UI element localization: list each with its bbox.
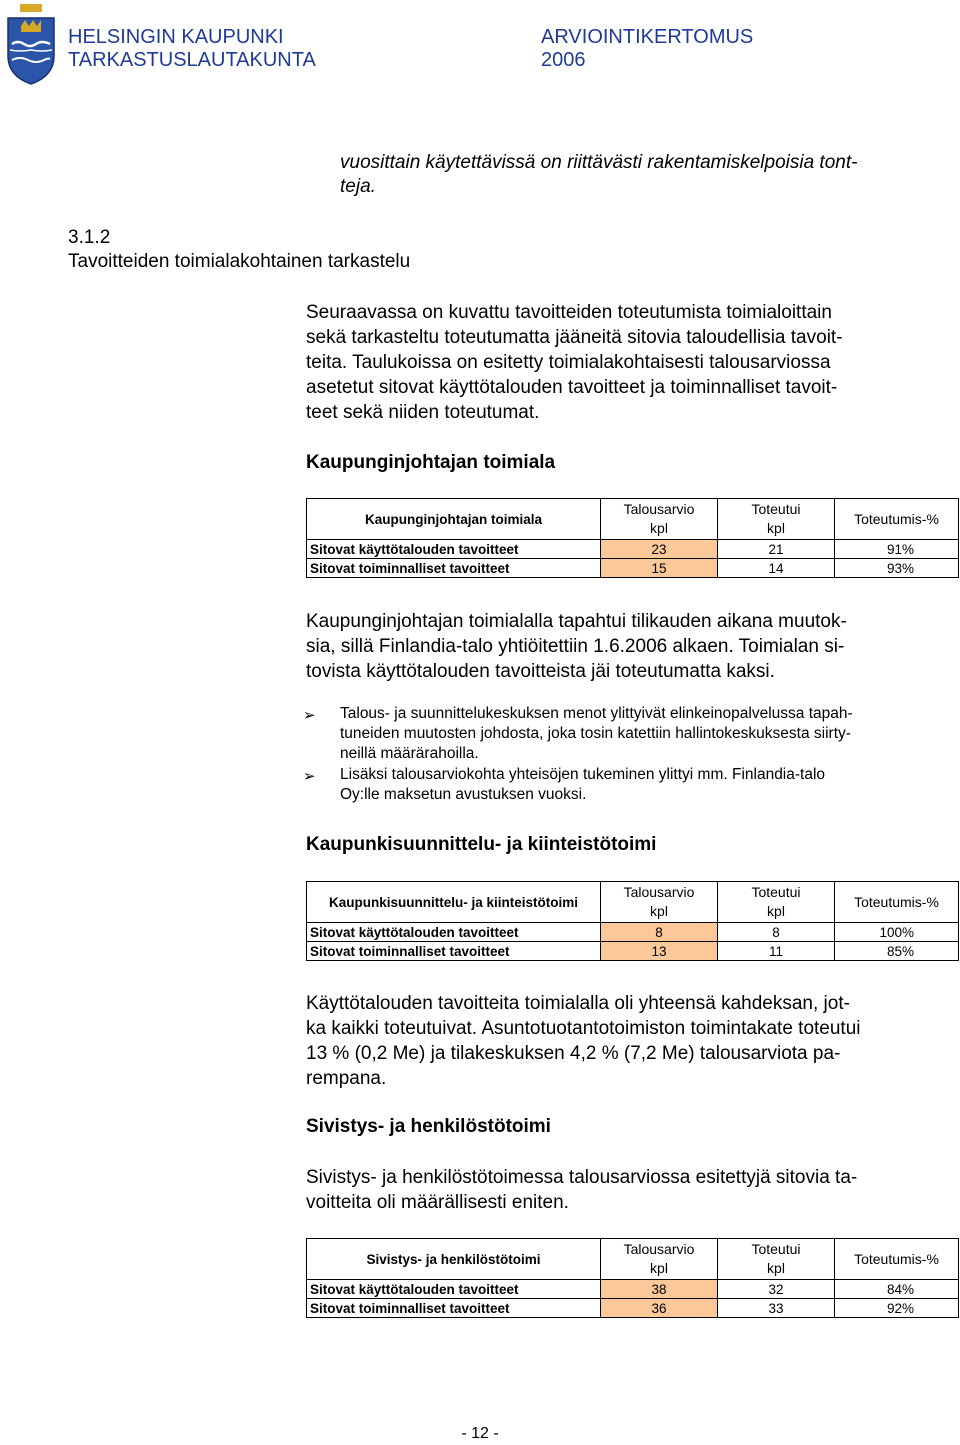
bullet-line: Oy:lle maksetun avustuksen vuoksi. [340, 786, 587, 803]
pct-value: 84% [835, 1280, 959, 1299]
table-row [307, 1280, 959, 1299]
header-doc-year: 2006 [541, 49, 586, 71]
paragraph-line: sia, sillä Finlandia-talo yhtiöitettiin 1.6.2006 alkaen. Toimialan si- [306, 636, 845, 657]
table-row [307, 559, 959, 578]
table-row [307, 942, 959, 961]
col-header-pct: Toteutumis-% [835, 882, 959, 923]
row-label: Sitovat toiminnalliset tavoitteet [307, 559, 601, 578]
row-label: Sitovat toiminnalliset tavoitteet [307, 1299, 601, 1318]
bullet-line: Talous- ja suunnittelukeskuksen menot ylittyivät elinkeinopalvelussa tapah- [340, 705, 853, 722]
actual-value: 11 [718, 942, 835, 961]
budget-value: 38 [601, 1280, 718, 1299]
table-row [307, 1299, 959, 1318]
col-header-budget: Talousarvio kpl [601, 1239, 718, 1280]
row-label: Sitovat käyttötalouden tavoitteet [307, 923, 601, 942]
row-label: Sitovat käyttötalouden tavoitteet [307, 540, 601, 559]
col-header-actual: Toteutui kpl [718, 882, 835, 923]
paragraph-line: teita. Taulukoissa on esitetty toimialakohtaisesti talousarviossa [306, 352, 831, 373]
subsection-heading: Sivistys- ja henkilöstötoimi [306, 1116, 551, 1137]
header-org-unit: TARKASTUSLAUTAKUNTA [68, 49, 316, 71]
header-org-name: HELSINGIN KAUPUNKI [68, 26, 284, 48]
body-paragraph [306, 1165, 946, 1215]
goals-table [306, 1238, 959, 1318]
paragraph-line: Sivistys- ja henkilöstötoimessa talousarviossa esitettyjä sitovia ta- [306, 1167, 858, 1188]
paragraph-line: Kaupunginjohtajan toimialalla tapahtui tilikauden aikana muutok- [306, 611, 847, 632]
section-number: 3.1.2 [68, 227, 111, 248]
actual-value: 14 [718, 559, 835, 578]
col-header-pct: Toteutumis-% [835, 1239, 959, 1280]
subsection-heading: Kaupunkisuunnittelu- ja kiinteistötoimi [306, 834, 657, 855]
budget-value: 8 [601, 923, 718, 942]
bullet-text [340, 704, 950, 764]
budget-value: 13 [601, 942, 718, 961]
bullet-line: Lisäksi talousarviokohta yhteisöjen tukeminen ylittyi mm. Finlandia-talo [340, 766, 826, 783]
table-name-cell: Kaupunkisuunnittelu- ja kiinteistötoimi [307, 882, 601, 923]
paragraph-line: Seuraavassa on kuvattu tavoitteiden toteutumista toimialoittain [306, 302, 832, 323]
pct-value: 92% [835, 1299, 959, 1318]
table-row [307, 540, 959, 559]
goals-table [306, 498, 959, 578]
budget-value: 15 [601, 559, 718, 578]
paragraph-line: sekä tarkasteltu toteutumatta jääneitä sitovia taloudellisia tavoit- [306, 327, 843, 348]
col-header-actual: Toteutui kpl [718, 1239, 835, 1280]
bullet-line: tuneiden muutosten johdosta, joka tosin katettiin hallintokeskuksesta siirty- [340, 725, 851, 742]
col-header-budget: Talousarvio kpl [601, 499, 718, 540]
row-label: Sitovat toiminnalliset tavoitteet [307, 942, 601, 961]
pct-value: 100% [835, 923, 959, 942]
col-header-actual: Toteutui kpl [718, 499, 835, 540]
row-label: Sitovat käyttötalouden tavoitteet [307, 1280, 601, 1299]
table-row [307, 923, 959, 942]
bullet-line: neillä määrärahoilla. [340, 745, 479, 762]
actual-value: 21 [718, 540, 835, 559]
section-title: Tavoitteiden toimialakohtainen tarkastelu [68, 251, 411, 272]
paragraph-line: voitteita oli määrällisesti eniten. [306, 1192, 569, 1213]
paragraph-line: tovista käyttötalouden tavoitteista jäi toteutumatta kaksi. [306, 661, 775, 682]
table-name-cell: Kaupunginjohtajan toimiala [307, 499, 601, 540]
actual-value: 33 [718, 1299, 835, 1318]
budget-value: 36 [601, 1299, 718, 1318]
paragraph-line: ka kaikki toteutuivat. Asuntotuotantotoimiston toimintakate toteutui [306, 1018, 861, 1039]
col-header-budget: Talousarvio kpl [601, 882, 718, 923]
header-doc-title: ARVIOINTIKERTOMUS [541, 26, 754, 48]
helsinki-crest-icon [4, 4, 58, 86]
paragraph-line: rempana. [306, 1068, 387, 1089]
body-paragraph [306, 609, 946, 684]
pct-value: 91% [835, 540, 959, 559]
actual-value: 32 [718, 1280, 835, 1299]
paragraph-line: asetetut sitovat käyttötalouden tavoitteet ja toiminnalliset tavoit- [306, 377, 838, 398]
subsection-heading: Kaupunginjohtajan toimiala [306, 452, 556, 473]
pct-value: 93% [835, 559, 959, 578]
arrow-bullet-icon: ➢ [303, 707, 316, 724]
paragraph-line: 13 % (0,2 Me) ja tilakeskuksen 4,2 % (7,2 Me) talousarviota pa- [306, 1043, 841, 1064]
arrow-bullet-icon: ➢ [303, 768, 316, 785]
paragraph-line: teet sekä niiden toteutumat. [306, 402, 540, 423]
budget-value: 23 [601, 540, 718, 559]
italic-continuation-line: vuosittain käytettävissä on riittävästi rakentamiskelpoisia tont- [340, 152, 858, 173]
italic-continuation-line: teja. [340, 176, 376, 197]
intro-paragraph [306, 300, 946, 425]
pct-value: 85% [835, 942, 959, 961]
body-paragraph [306, 991, 946, 1091]
goals-table [306, 881, 959, 961]
bullet-text [340, 765, 950, 805]
actual-value: 8 [718, 923, 835, 942]
page-number: - 12 - [461, 1425, 499, 1442]
table-name-cell: Sivistys- ja henkilöstötoimi [307, 1239, 601, 1280]
paragraph-line: Käyttötalouden tavoitteita toimialalla oli yhteensä kahdeksan, jot- [306, 993, 850, 1014]
col-header-pct: Toteutumis-% [835, 499, 959, 540]
